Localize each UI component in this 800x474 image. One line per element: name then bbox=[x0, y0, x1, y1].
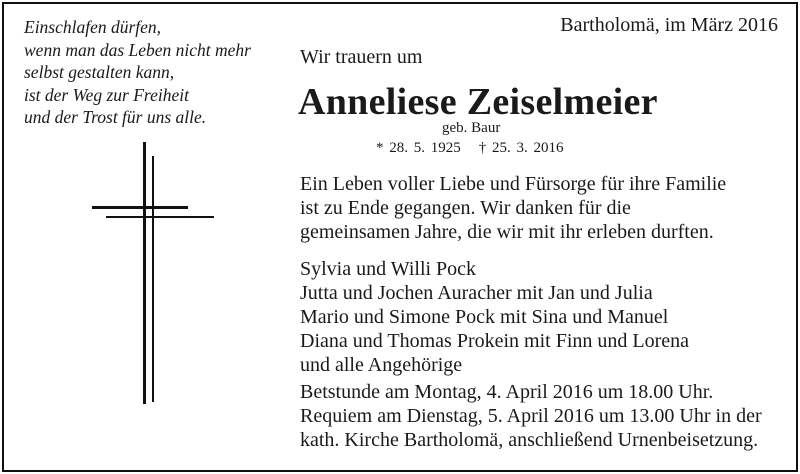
poem-line: selbst gestalten kann, bbox=[24, 62, 175, 82]
poem-line: ist der Weg zur Freiheit bbox=[24, 84, 189, 105]
message-block bbox=[300, 172, 726, 244]
service-line: Requiem am Dienstag, 5. April 2016 um 13.00 Uhr in der bbox=[300, 405, 762, 427]
mourner-line: Jutta und Jochen Auracher mit Jan und Julia bbox=[300, 282, 653, 304]
services-block bbox=[300, 380, 762, 452]
mourner-line: Diana und Thomas Prokein mit Finn und Lorena bbox=[300, 330, 690, 352]
birth-date: * 28. 5. 1925 bbox=[376, 140, 461, 156]
death-date: † 25. 3. 2016 bbox=[478, 140, 564, 156]
mourner-line: Sylvia und Willi Pock bbox=[300, 258, 477, 280]
message-line: ist zu Ende gegangen. Wir danken für die bbox=[300, 197, 631, 219]
date-place: Bartholomä, im März 2016 bbox=[560, 14, 778, 36]
mourners-list bbox=[300, 257, 689, 377]
poem bbox=[24, 16, 294, 129]
intro-text: Wir trauern um bbox=[300, 46, 423, 68]
message-line: gemeinsamen Jahre, die wir mit ihr erleben durften. bbox=[300, 221, 714, 243]
poem-line: Einschlafen dürfen, bbox=[24, 17, 162, 37]
service-line: Betstunde am Montag, 4. April 2016 um 18.00 Uhr. bbox=[300, 381, 714, 403]
mourner-line: Mario und Simone Pock mit Sina und Manuel bbox=[300, 306, 669, 328]
birth-name: geb. Baur bbox=[442, 120, 501, 136]
message-line: Ein Leben voller Liebe und Fürsorge für ihre Familie bbox=[300, 173, 727, 195]
poem-line: und der Trost für uns alle. bbox=[24, 107, 207, 127]
deceased-name: Anneliese Zeiselmeier bbox=[298, 81, 658, 123]
cross-icon bbox=[90, 140, 220, 410]
poem-line: wenn man das Leben nicht mehr bbox=[24, 39, 251, 60]
service-line: kath. Kirche Bartholomä, anschließend Urnenbeisetzung. bbox=[300, 429, 759, 451]
mourner-line: und alle Angehörige bbox=[300, 354, 463, 376]
life-dates bbox=[376, 140, 564, 157]
